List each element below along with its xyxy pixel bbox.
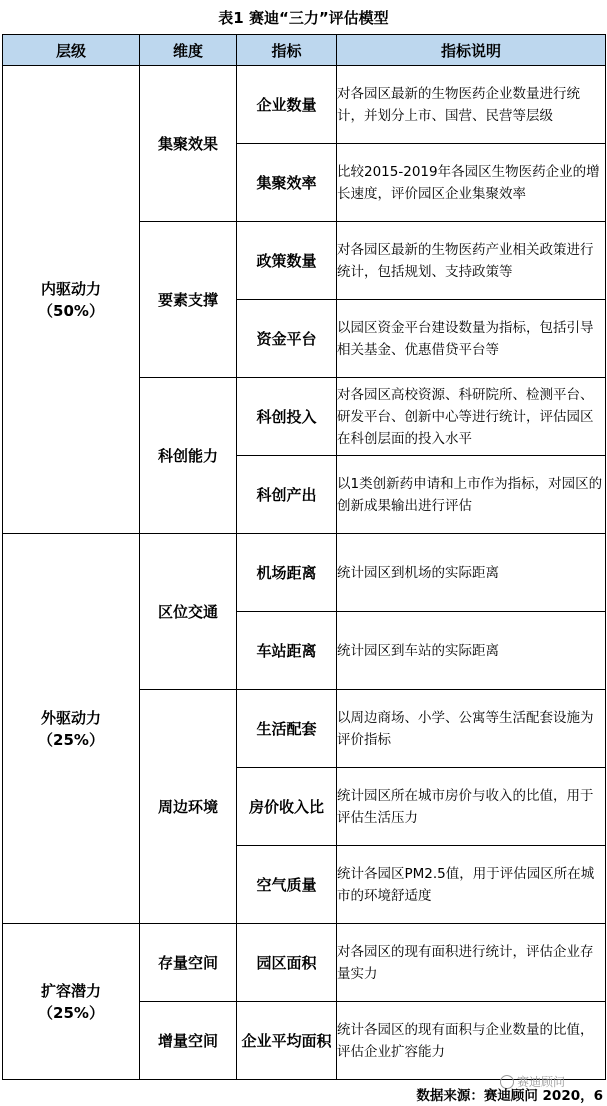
header-row <box>3 35 606 66</box>
dimension-cell: 要素支撑 <box>140 222 237 378</box>
header-dimension: 维度 <box>140 35 237 66</box>
table-title: 表1 赛迪“三力”评估模型 <box>218 8 389 27</box>
description-cell: 对各园区的现有面积进行统计，评估企业存量实力 <box>337 924 606 1002</box>
watermark-text: 赛迪顾问 <box>517 1075 566 1089</box>
indicator-cell: 园区面积 <box>237 924 337 1002</box>
description-cell: 比较2015-2019年各园区生物医药企业的增长速度，评价园区企业集聚效率 <box>337 144 606 222</box>
data-source-note: 数据来源：赛迪顾问 2020，6 <box>416 1088 603 1104</box>
description-cell: 对各园区高校资源、科研院所、检测平台、研发平台、创新中心等进行统计，评估园区在科创层面的投入水平 <box>337 378 606 456</box>
level-weight: （25%） <box>38 1003 104 1022</box>
description-cell: 以园区资金平台建设数量为指标，包括引导相关基金、优惠借贷平台等 <box>337 300 606 378</box>
dimension-cell: 科创能力 <box>140 378 237 534</box>
header-description: 指标说明 <box>337 35 606 66</box>
description-cell: 对各园区最新的生物医药产业相关政策进行统计，包括规划、支持政策等 <box>337 222 606 300</box>
level-weight: （50%） <box>38 301 104 320</box>
dimension-cell: 集聚效果 <box>140 66 237 222</box>
level-cell-external <box>3 534 140 924</box>
dimension-cell: 周边环境 <box>140 690 237 924</box>
level-name: 内驱动力 <box>40 279 101 298</box>
description-cell: 统计各园区PM2.5值，用于评估园区所在城市的环境舒适度 <box>337 846 606 924</box>
description-cell: 统计园区所在城市房价与收入的比值，用于评估生活压力 <box>337 768 606 846</box>
level-name: 扩容潜力 <box>40 981 101 1000</box>
level-cell-expansion <box>3 924 140 1080</box>
indicator-cell: 机场距离 <box>237 534 337 612</box>
dimension-cell: 区位交通 <box>140 534 237 690</box>
level-name: 外驱动力 <box>40 708 101 727</box>
indicator-cell: 车站距离 <box>237 612 337 690</box>
indicator-cell: 政策数量 <box>237 222 337 300</box>
header-indicator: 指标 <box>237 35 337 66</box>
table-row <box>3 924 606 1002</box>
indicator-cell: 资金平台 <box>237 300 337 378</box>
description-cell: 以周边商场、小学、公寓等生活配套设施为评价指标 <box>337 690 606 768</box>
description-cell: 统计各园区的现有面积与企业数量的比值，评估企业扩容能力 <box>337 1002 606 1080</box>
table-row <box>3 66 606 144</box>
description-cell: 以1类创新药申请和上市作为指标，对园区的创新成果输出进行评估 <box>337 456 606 534</box>
indicator-cell: 企业数量 <box>237 66 337 144</box>
indicator-cell: 科创投入 <box>237 378 337 456</box>
level-cell-internal <box>3 66 140 534</box>
indicator-cell: 空气质量 <box>237 846 337 924</box>
indicator-cell: 科创产出 <box>237 456 337 534</box>
description-cell: 统计园区到机场的实际距离 <box>337 534 606 612</box>
description-cell: 对各园区最新的生物医药企业数量进行统计，并划分上市、国营、民营等层级 <box>337 66 606 144</box>
level-weight: （25%） <box>38 730 104 749</box>
indicator-cell: 生活配套 <box>237 690 337 768</box>
indicator-cell: 集聚效率 <box>237 144 337 222</box>
description-cell: 统计园区到车站的实际距离 <box>337 612 606 690</box>
indicator-cell: 企业平均面积 <box>237 1002 337 1080</box>
dimension-cell: 增量空间 <box>140 1002 237 1080</box>
dimension-cell: 存量空间 <box>140 924 237 1002</box>
evaluation-model-table <box>2 34 606 1080</box>
header-level: 层级 <box>3 35 140 66</box>
table-row <box>3 534 606 612</box>
indicator-cell: 房价收入比 <box>237 768 337 846</box>
